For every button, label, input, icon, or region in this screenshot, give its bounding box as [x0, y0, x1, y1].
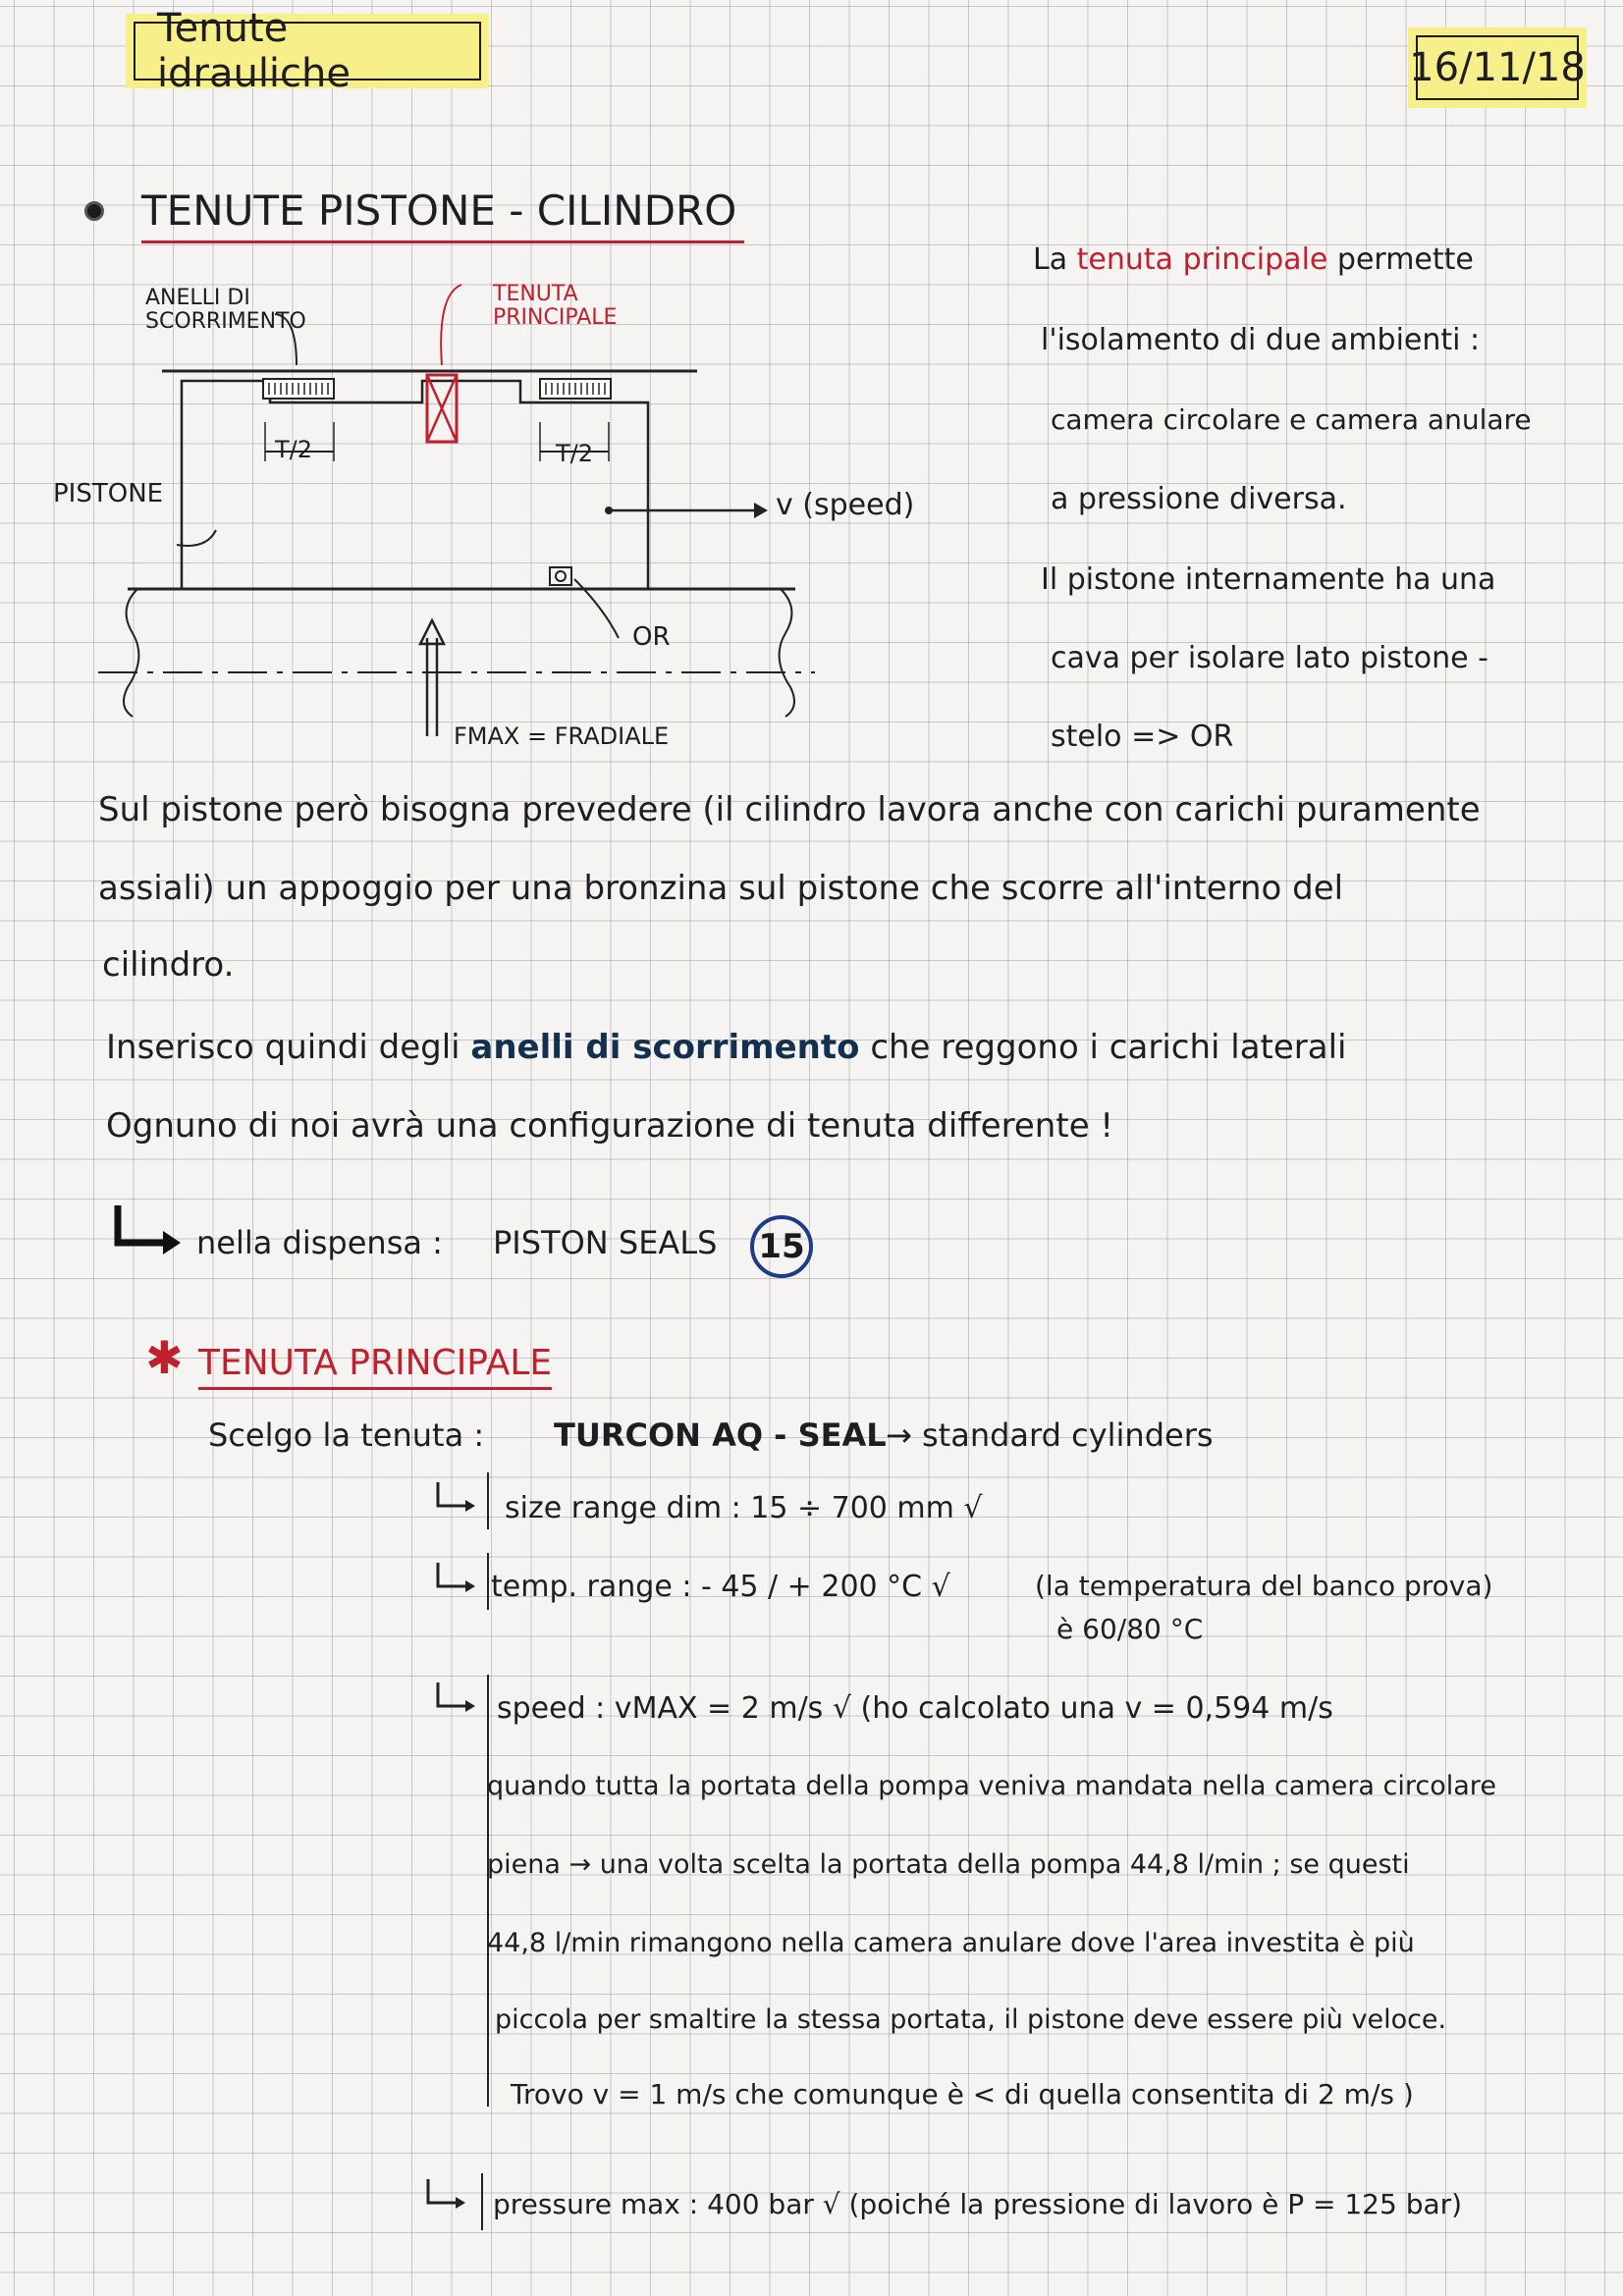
label-t-half-right: T/2: [556, 440, 594, 467]
temp-note-1: (la temperatura del banco prova): [1035, 1570, 1493, 1602]
label-main-seal: TENUTA PRINCIPALE: [493, 282, 618, 331]
speed-note-1: quando tutta la portata della pompa veniva mandata nella camera circolare: [487, 1771, 1496, 1801]
label-t-half-left: T/2: [275, 436, 313, 463]
label-or: OR: [632, 622, 671, 652]
seal-leader: [441, 285, 461, 365]
speed-note-3: 44,8 l/min rimangono nella camera anulare dove l'area investita è più: [487, 1928, 1415, 1958]
temp-note-2: è 60/80 °C: [1056, 1613, 1204, 1645]
bullet-icon: [84, 201, 104, 221]
break-left: [124, 589, 138, 717]
note-line-3: camera circolare e camera anulare: [1051, 403, 1532, 436]
choice-intro: Scelgo la tenuta :: [208, 1416, 485, 1454]
ref-piston-seals: PISTON SEALS: [493, 1224, 718, 1261]
note-line-4: a pressione diversa.: [1051, 482, 1347, 516]
page-date: 16/11/18: [1416, 35, 1579, 100]
size-range: size range dim : 15 ÷ 700 mm √: [505, 1491, 983, 1525]
or-seal: [550, 567, 571, 585]
label-rings: ANELLI DI SCORRIMENTO: [145, 286, 306, 335]
ref-number-badge: 15: [750, 1215, 813, 1278]
note-line-6: cava per isolare lato pistone -: [1051, 641, 1488, 675]
speed-note-5: Trovo v = 1 m/s che comunque è < di quella consentita di 2 m/s ): [511, 2078, 1414, 2110]
pressure-line: pressure max : 400 bar √ (poiché la pressione di lavoro è P = 125 bar): [493, 2188, 1463, 2220]
label-force: FMAX = FRADIALE: [454, 722, 670, 750]
asterisk-icon: ✱: [145, 1331, 184, 1384]
section-title-1: TENUTE PISTONE - CILINDRO: [141, 187, 744, 243]
sliding-rings-term: anelli di scorrimento: [470, 1028, 860, 1067]
main-seal-term: tenuta principale: [1076, 242, 1328, 277]
body-line-4: Inserisco quindi degli anelli di scorrimento che reggono i carichi laterali: [106, 1028, 1347, 1067]
break-right: [780, 589, 794, 717]
note-line-5: Il pistone internamente ha una: [1041, 562, 1496, 597]
section-title-2: TENUTA PRINCIPALE: [198, 1343, 552, 1390]
sub-arrow-icon: [422, 2177, 467, 2216]
title-highlight: [126, 6, 489, 96]
speed-note-4: piccola per smaltire la stessa portata, il pistone deve essere più veloce.: [495, 2004, 1447, 2035]
choice-seal-name: TURCON AQ - SEAL: [554, 1416, 887, 1454]
body-line-5: Ognuno di noi avrà una configurazione di tenuta differente !: [106, 1106, 1114, 1146]
sub-arrow-icon: [432, 1480, 477, 1520]
body-line-3: cilindro.: [102, 945, 235, 985]
label-piston: PISTONE: [53, 479, 164, 508]
body-line-2: assiali) un appoggio per una bronzina sul pistone che scorre all'interno del: [98, 869, 1344, 908]
body-line-1: Sul pistone però bisogna prevedere (il cilindro lavora anche con carichi puramente: [98, 790, 1481, 829]
page-title: Tenute idrauliche: [134, 22, 481, 80]
speed-line: speed : vMAX = 2 m/s √ (ho calcolato una v = 0,594 m/s: [497, 1691, 1333, 1726]
piston-outline: [182, 381, 648, 589]
speed-note-2: piena → una volta scelta la portata della pompa 44,8 l/min ; se questi: [487, 1849, 1410, 1880]
note-line-7: stelo => OR: [1051, 720, 1234, 754]
date-highlight: [1408, 27, 1587, 108]
ref-dispensa: nella dispensa :: [196, 1224, 443, 1261]
note-line-2: l'isolamento di due ambienti :: [1041, 323, 1481, 357]
return-arrow-icon: [110, 1201, 189, 1260]
sub-arrow-icon: [432, 1561, 477, 1600]
choice-cylinders: → standard cylinders: [886, 1416, 1214, 1454]
note-line-1: La tenuta principale permette: [1033, 242, 1474, 277]
temp-range: temp. range : - 45 / + 200 °C √: [491, 1570, 950, 1604]
sub-arrow-icon: [432, 1681, 477, 1720]
label-speed: v (speed): [776, 488, 915, 522]
